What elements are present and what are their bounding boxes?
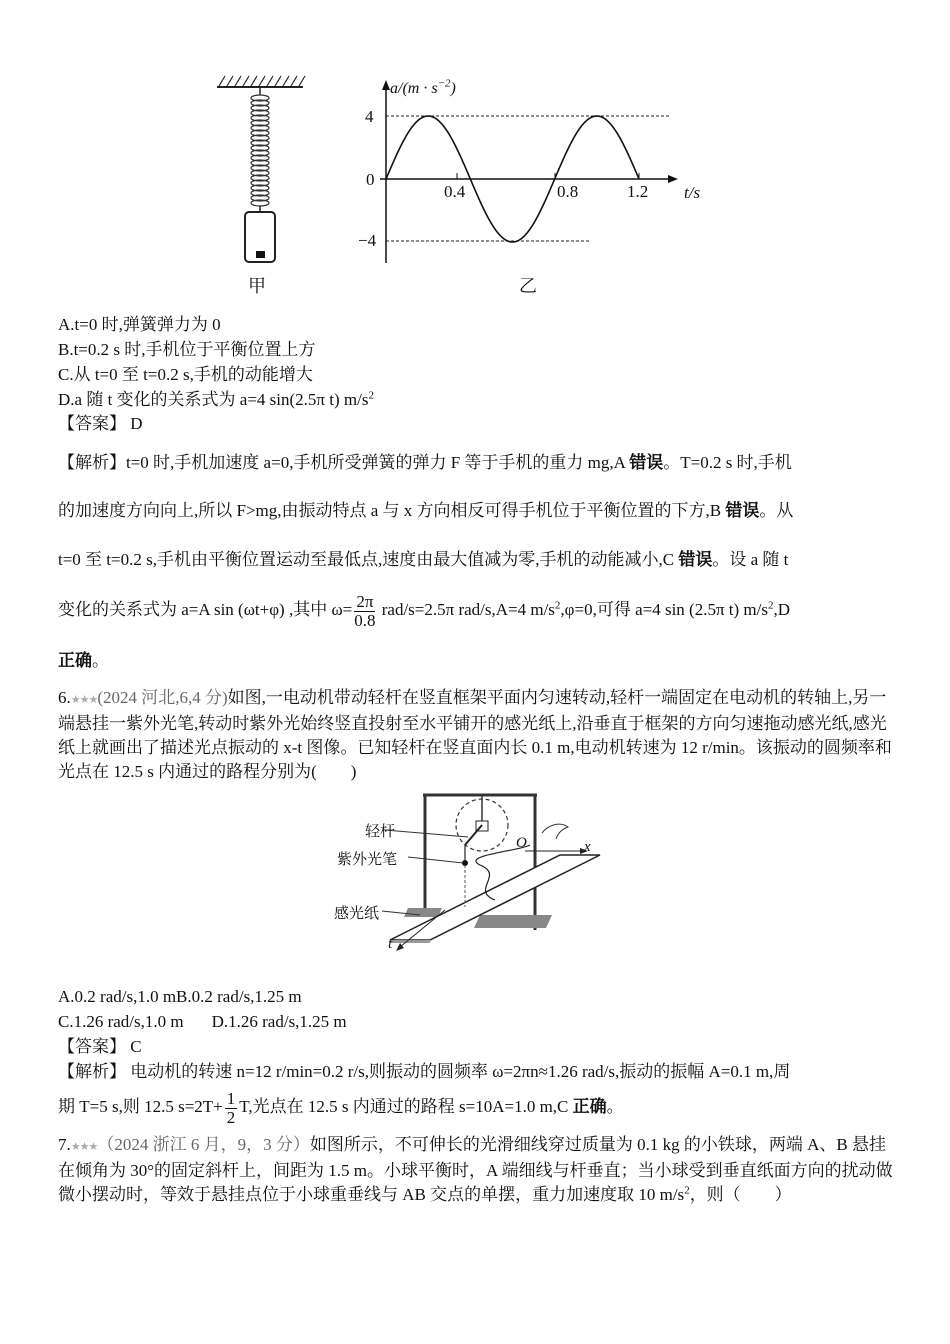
q6-source: (2024 河北,6,4 分) xyxy=(97,688,228,707)
q6-analysis-2d: 。 xyxy=(606,1097,624,1116)
q6-analysis-2a: 期 T=5 s,则 12.5 s=2T+ xyxy=(58,1097,223,1116)
q6-option-d: D.1.26 rad/s,1.25 m xyxy=(211,1012,347,1031)
q6-frac-den: 2 xyxy=(226,1107,236,1127)
q5-answer xyxy=(58,412,143,436)
graph-y-axis-close: ) xyxy=(450,80,456,97)
q5-analysis-4-sup1: 2 xyxy=(554,599,561,612)
q5-analysis-2a: 的加速度方向向上,所以 F>mg,由振动特点 a 与 x 方向相反可得手机位于平衡位置的下方,B xyxy=(58,501,726,520)
q5-answer-label: 【答案】 xyxy=(58,414,126,433)
q6-option-ab: A.0.2 rad/s,1.0 mB.0.2 rad/s,1.25 m xyxy=(58,987,302,1006)
spring-figure xyxy=(205,70,315,300)
q5-analysis-4c: ,φ=0,可得 a=4 sin (2.5π t) m/s xyxy=(560,600,768,619)
q5-option-d xyxy=(58,388,374,412)
graph-x-tick-1-2: 1.2 xyxy=(627,182,649,201)
q6-answer xyxy=(58,1035,142,1059)
q5-frac-den: 0.8 xyxy=(354,610,376,630)
q6-answer-label: 【答案】 xyxy=(58,1037,126,1056)
graph-y-tick-neg4: −4 xyxy=(358,231,377,250)
q5-analysis-3c: 。设 a 随 t xyxy=(712,550,789,569)
q6-stem xyxy=(58,686,893,784)
motor-apparatus-figure xyxy=(320,785,610,960)
fig-label-origin: O xyxy=(516,835,527,851)
q5-omega-fraction xyxy=(354,593,375,630)
q5-option-b: B.t=0.2 s 时,手机位于平衡位置上方 xyxy=(58,340,316,359)
q6-option-cd xyxy=(58,1010,347,1034)
q5-analysis-4-sup2: 2 xyxy=(767,599,774,612)
q7-number: 7. xyxy=(58,1135,71,1154)
fig-label-t: t xyxy=(388,936,393,952)
q7-difficulty-stars: ★★★ xyxy=(70,1141,98,1153)
q5-option-c: C.从 t=0 至 t=0.2 s,手机的动能增大 xyxy=(58,365,313,384)
q6-frac-num: 1 xyxy=(226,1088,236,1108)
q5-answer-value: D xyxy=(130,414,143,433)
q5-analysis-line-3 xyxy=(58,548,788,572)
q5-analysis-5: 正确 xyxy=(58,651,92,670)
q5-analysis-2c: 。从 xyxy=(759,501,794,520)
q5-analysis-1b: 错误 xyxy=(629,453,664,472)
q6-analysis-2c: 正确 xyxy=(572,1097,607,1116)
q5-analysis-line-2 xyxy=(58,499,793,523)
graph-figure-label: 乙 xyxy=(519,276,537,297)
q5-frac-num: 2π xyxy=(354,593,375,612)
q6-analysis-1: 电动机的转速 n=12 r/min=0.2 r/s,则振动的圆频率 ω=2πn≈1.26 rad/s,振动的振幅 A=0.1 m,周 xyxy=(130,1062,791,1081)
q5-analysis-5-end: 。 xyxy=(92,651,109,670)
q5-analysis-line-5 xyxy=(58,649,109,673)
graph-y-axis-label xyxy=(390,77,456,98)
q5-analysis-4a: 变化的关系式为 a=A sin (ωt+φ) ,其中 ω= xyxy=(58,600,353,619)
fig-label-uv-pen: 紫外光笔 xyxy=(337,852,398,868)
q5-analysis-2b: 错误 xyxy=(725,501,760,520)
q5-option-a: A.t=0 时,弹簧弹力为 0 xyxy=(58,315,221,334)
q5-analysis-1c: 。T=0.2 s 时,手机 xyxy=(663,453,792,472)
q5-analysis-line-1 xyxy=(58,451,792,475)
q7-stem xyxy=(58,1133,893,1207)
graph-x-tick-0-8: 0.8 xyxy=(557,182,579,201)
q6-difficulty-stars: ★★★ xyxy=(70,694,98,706)
fig-label-x: x xyxy=(584,839,591,855)
q6-number: 6. xyxy=(58,688,71,707)
q5-analysis-line-4 xyxy=(58,588,790,632)
graph-y-tick-0: 0 xyxy=(366,170,375,189)
q6-analysis-line-2 xyxy=(58,1085,624,1129)
q5-option-d-sup: 2 xyxy=(368,389,374,402)
q5-option-d-text: D.a 随 t 变化的关系式为 a=4 sin(2.5π t) m/s xyxy=(58,390,369,409)
q5-analysis-3a: t=0 至 t=0.2 s,手机由平衡位置运动至最低点,速度由最大值减为零,手机的动能减小,C xyxy=(58,550,679,569)
q5-analysis-4d: ,D xyxy=(773,600,791,619)
q6-stem-text: 如图,一电动机带动轻杆在竖直框架平面内匀速转动,轻杆一端固定在电动机的转轴上,另一端悬挂一紫外光笔,转动时紫外光始终竖直投射至水平铺开的感光纸上,沿垂直于框架的方向匀速拖动感光纸,感光纸上就画出了描述光点振动的 x-t 图像。已知轻杆在竖直面内长 0.1 m,电动机转速为 12 r/min。该振动的圆频率和光点在 12.5 s 内通过的路程分别为( ) xyxy=(58,688,892,781)
q6-analysis-line-1 xyxy=(58,1060,790,1084)
q6-option-c: C.1.26 rad/s,1.0 m xyxy=(58,1012,184,1031)
graph-y-tick-4: 4 xyxy=(365,107,374,126)
q6-analysis-label: 【解析】 xyxy=(58,1062,126,1081)
q7-stem-end: ，则（ ） xyxy=(689,1185,792,1204)
q6-half-fraction xyxy=(225,1090,238,1127)
q5-analysis-3b: 错误 xyxy=(678,550,713,569)
acceleration-graph xyxy=(340,78,720,278)
spring-figure-label: 甲 xyxy=(248,276,266,297)
q6-analysis-2b: T,光点在 12.5 s 内通过的路程 s=10A=1.0 m,C xyxy=(239,1097,573,1116)
q6-answer-value: C xyxy=(130,1037,142,1056)
fig-label-paper: 感光纸 xyxy=(334,906,380,922)
fig-label-rod: 轻杆 xyxy=(365,824,396,840)
graph-y-axis-exp: −2 xyxy=(437,77,451,90)
graph-x-axis-label: t/s xyxy=(684,183,701,202)
graph-y-axis-text: a/(m · s xyxy=(390,80,438,97)
graph-x-tick-0-4: 0.4 xyxy=(444,182,466,201)
q5-analysis-1a: 【解析】t=0 时,手机加速度 a=0,手机所受弹簧的弹力 F 等于手机的重力 mg,A xyxy=(58,453,630,472)
q7-stem-text: 如图所示，不可伸长的光滑细线穿过质量为 0.1 kg 的小铁球，两端 A、B 悬挂在倾角为 30°的固定斜杆上，间距为 1.5 m。小球平衡时，A 端细线与杆垂直；当小球受到垂直纸面方向的扰动做微小摆动时，等效于悬挂点位于小球重垂线与 AB 交点的单摆，重力加速度取 10 m/s xyxy=(58,1135,893,1204)
q7-stem-sup: 2 xyxy=(684,1184,690,1197)
q7-source: （2024 浙江 6 月，9，3 分） xyxy=(97,1135,310,1154)
q5-analysis-4b: rad/s=2.5π rad/s,A=4 m/s xyxy=(377,600,555,619)
